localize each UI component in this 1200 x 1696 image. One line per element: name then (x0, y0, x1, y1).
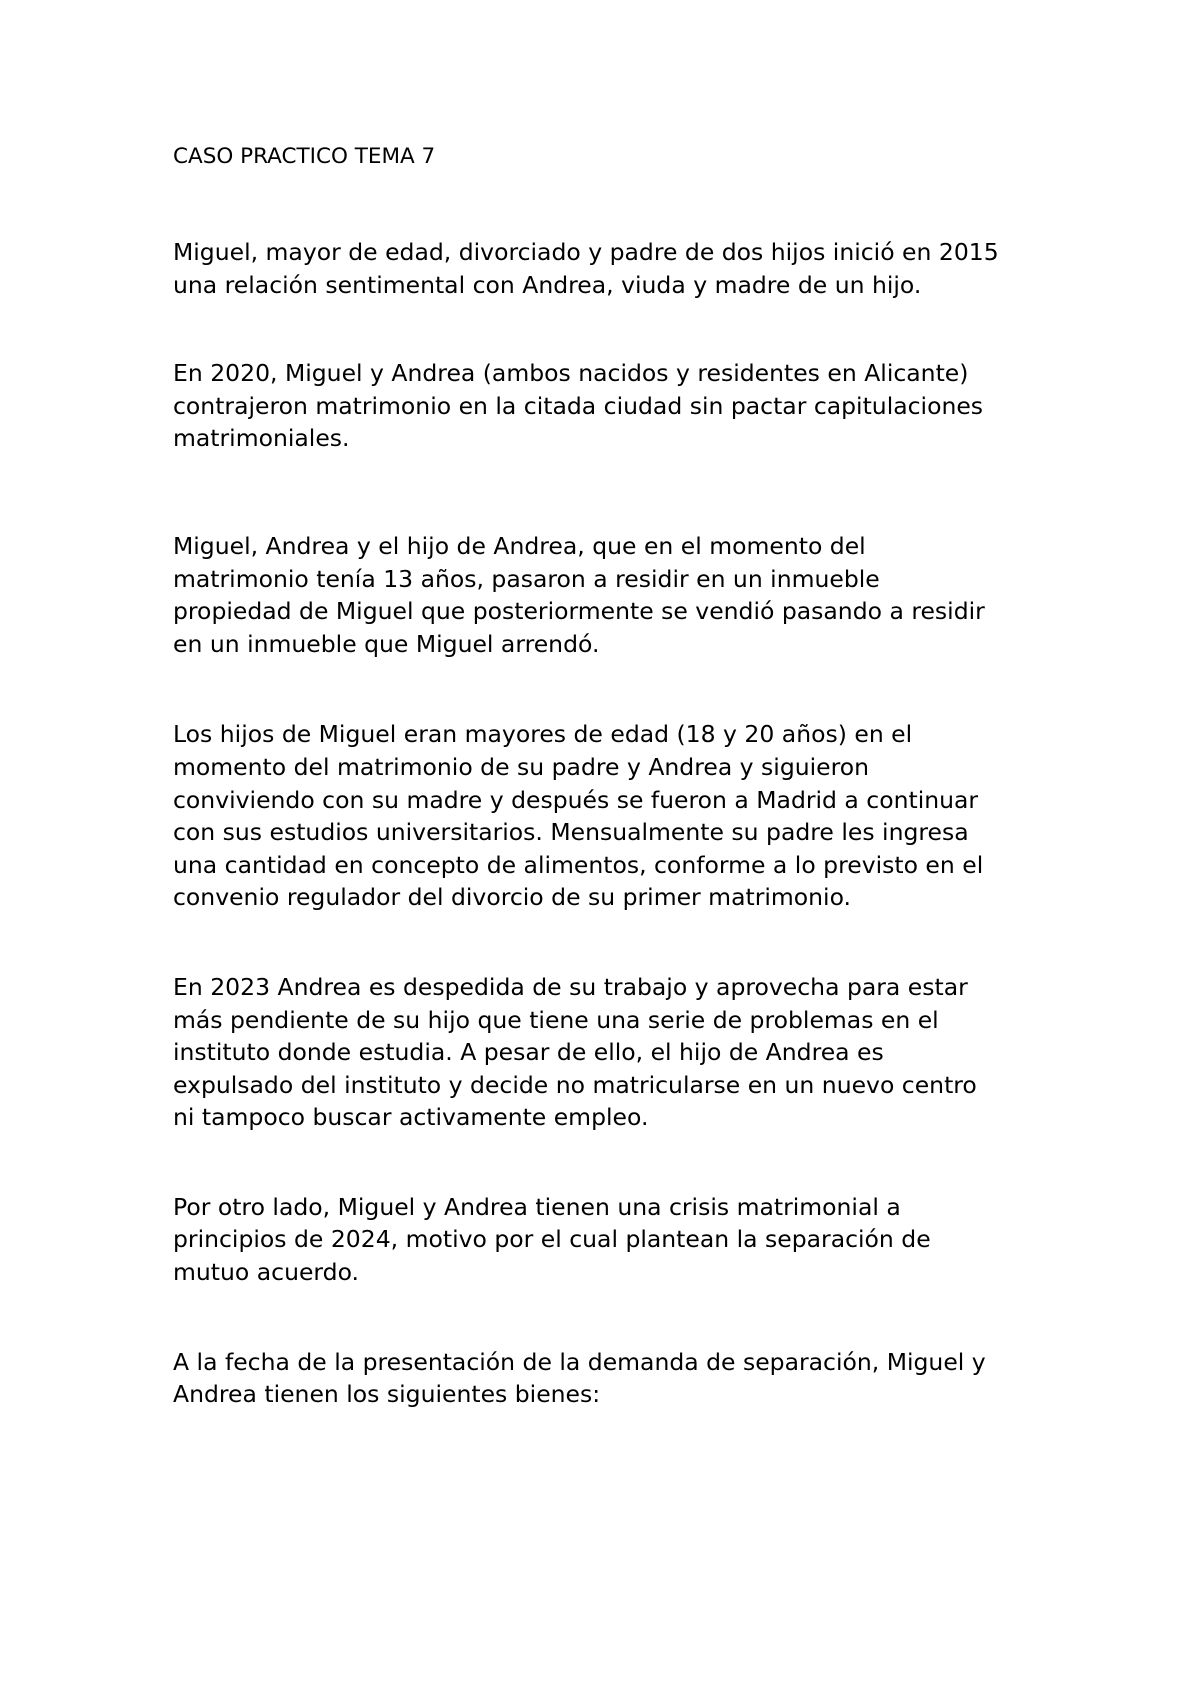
document-title: CASO PRACTICO TEMA 7 (173, 144, 436, 169)
paragraph-4: Los hijos de Miguel eran mayores de edad (18 y 20 años) en el momento del matrimonio de su padre y Andrea y siguieron conviviendo con su madre y después se fueron a Madrid a continuar con sus estudios universitarios. Mensualmente su padre les ingresa una cantidad en concepto de alimentos, conforme a lo previsto en el convenio regulador del divorcio de su primer matrimonio. (173, 720, 984, 912)
paragraph-6: Por otro lado, Miguel y Andrea tienen una crisis matrimonial a principios de 2024, motivo por el cual plantean la separación de mutuo acuerdo. (173, 1192, 931, 1287)
paragraph-3: Miguel, Andrea y el hijo de Andrea, que en el momento del matrimonio tenía 13 años, pasaron a residir en un inmueble propiedad de Miguel que posteriormente se vendió pasando a residir en un inmueble que Miguel arrendó. (173, 531, 985, 658)
paragraph-2: En 2020, Miguel y Andrea (ambos nacidos y residentes en Alicante) contrajeron matrimonio en la citada ciudad sin pactar capitulaciones matrimoniales. (173, 359, 984, 453)
paragraph-5: En 2023 Andrea es despedida de su trabajo y aprovecha para estar más pendiente de su hijo que tiene una serie de problemas en el instituto donde estudia. A pesar de ello, el hijo de Andrea es expulsado del instituto y decide no matricularse en un nuevo centro ni tampoco buscar activamente empleo. (173, 972, 977, 1132)
document-page (173, 140, 1053, 1411)
paragraph-1: Miguel, mayor de edad, divorciado y padre de dos hijos inició en 2015 una relación sentimental con Andrea, viuda y madre de un hijo. (173, 238, 999, 299)
paragraph-7: A la fecha de la presentación de la demanda de separación, Miguel y Andrea tienen los siguientes bienes: (173, 1347, 986, 1409)
